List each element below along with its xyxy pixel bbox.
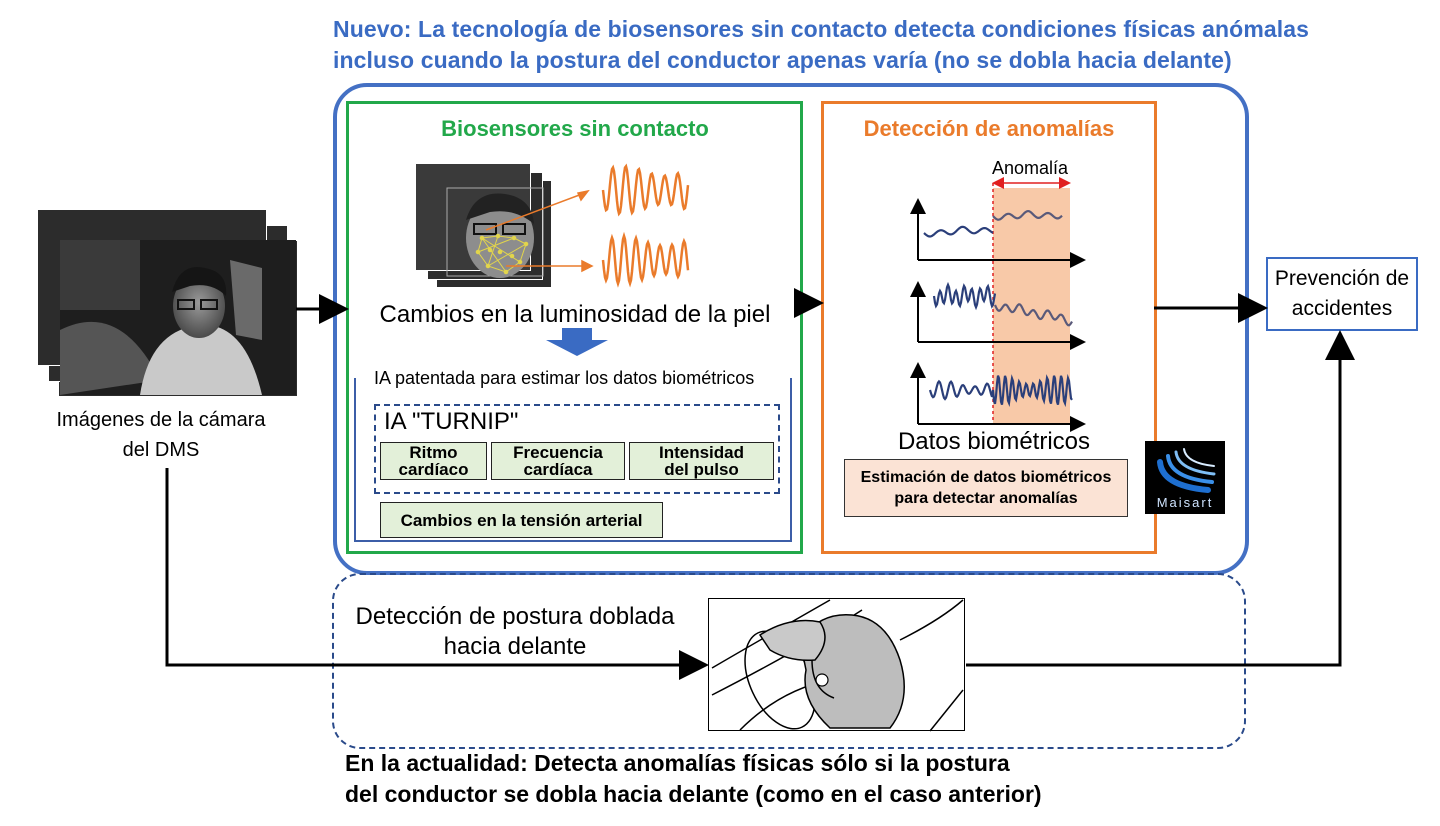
new-title-line-2: incluso cuando la postura del conductor apenas varía (no se dobla hacia delante)	[333, 47, 1232, 73]
biometric-data-caption: Datos biométricos	[897, 428, 1091, 455]
chip-heart-rate-text: Frecuencia cardíaca	[513, 443, 603, 479]
anomaly-band-label: Anomalía	[991, 158, 1069, 178]
chip-pulse-text: Intensidad del pulso	[658, 443, 744, 479]
patented-ai-label: IA patentada para estimar los datos biométricos	[366, 368, 762, 389]
current-method-title	[345, 748, 1345, 810]
biosensors-heading: Biosensores sin contacto	[441, 116, 709, 141]
estimation-text: Estimación de datos biométricos para detectar anomalías	[860, 469, 1112, 507]
new-title-line-1: Nuevo: La tecnología de biosensores sin contacto detecta condiciones físicas anómalas	[333, 16, 1310, 42]
accident-prevention-label: Prevención de accidentes	[1274, 267, 1410, 320]
anomaly-heading: Detección de anomalías	[863, 116, 1115, 141]
posture-line-1: Detección de postura doblada	[355, 603, 675, 630]
maisart-logo-text: Maisart	[1156, 495, 1214, 510]
current-title-line-1: En la actualidad: Detecta anomalías físicas sólo si la postura	[345, 750, 1010, 776]
chip-blood-pressure-text: Cambios en la tensión arterial	[400, 510, 643, 530]
camera-caption-line-2: del DMS	[122, 439, 200, 461]
camera-caption-line-1: Imágenes de la cámara	[56, 409, 266, 431]
skin-luminosity-caption: Cambios en la luminosidad de la piel	[379, 301, 771, 328]
chip-heart-rhythm-text: Ritmo cardíaco	[398, 443, 469, 479]
turnip-ai-label: IA "TURNIP"	[384, 408, 519, 435]
current-title-line-2: del conductor se dobla hacia delante (como en el caso anterior)	[345, 781, 1042, 807]
posture-line-2: hacia delante	[443, 633, 587, 660]
